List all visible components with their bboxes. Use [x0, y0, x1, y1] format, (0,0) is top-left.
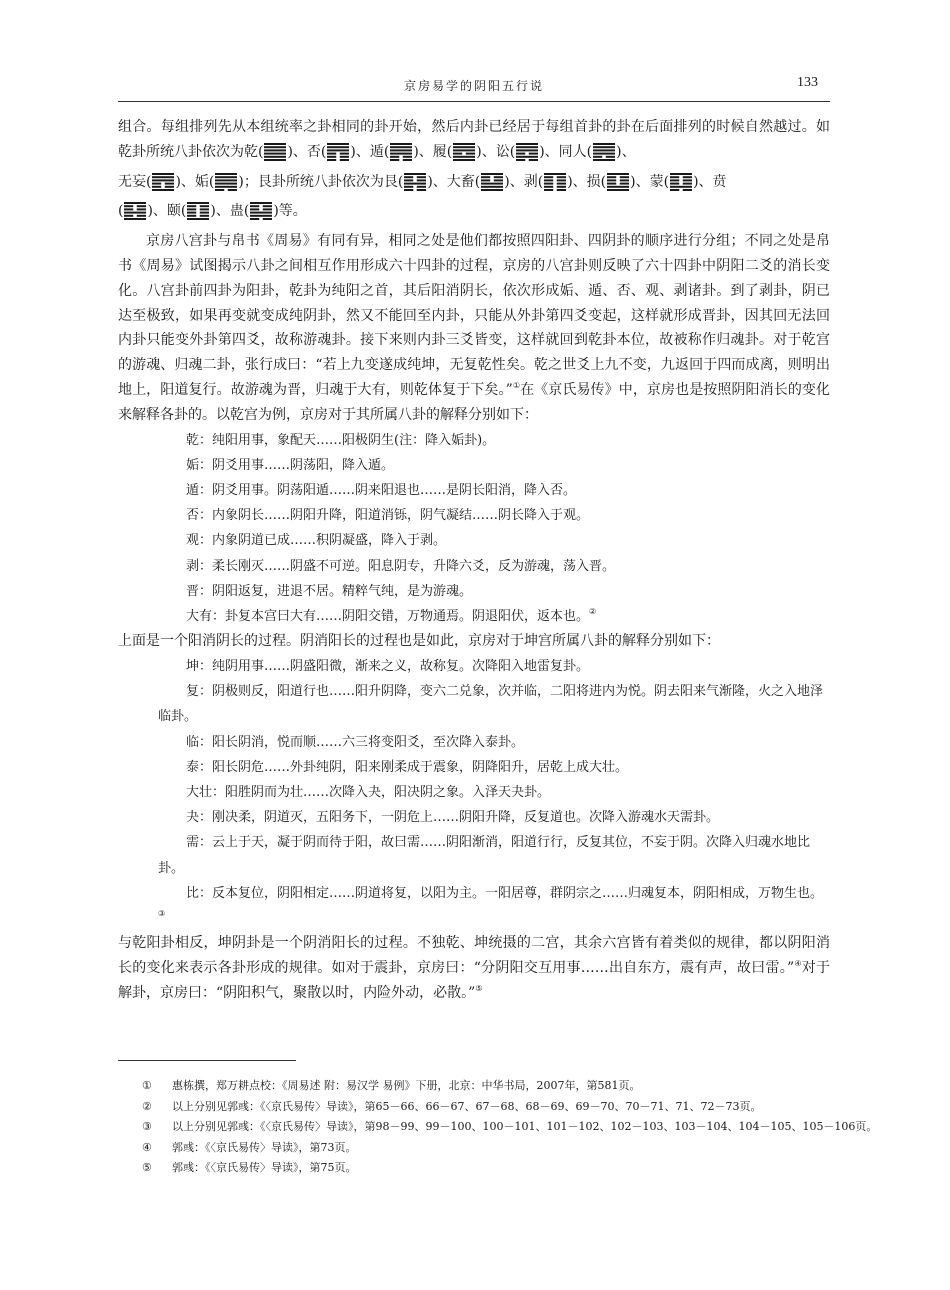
para1-text: )、颐( [147, 203, 187, 220]
yang-line [516, 156, 538, 158]
para1-text: 候自然越过。如乾卦所统八卦依次为乾( [118, 119, 831, 160]
yin-line-segment [529, 152, 538, 154]
para1-text: )、讼( [476, 143, 516, 160]
hexagram-daxu-icon [481, 173, 503, 200]
yin-line-segment [417, 189, 426, 191]
yin-line-segment [620, 179, 629, 181]
yang-line [544, 173, 566, 175]
quote-pi: 否：内象阴长……阴阳升降，阳道消铄，阴气凝结……阴长降入于观。 [186, 508, 590, 524]
yang-line [152, 173, 174, 175]
footnote-3 [142, 1117, 878, 1138]
paragraph-1 [118, 115, 830, 229]
yang-line [327, 143, 349, 145]
yin-line-segment [340, 159, 349, 161]
yang-line [607, 173, 629, 175]
footnote-4 [142, 1138, 842, 1159]
yang-line [390, 149, 412, 151]
yin-line-segment [327, 159, 336, 161]
yin-line-segment [152, 182, 161, 184]
footnote-mark: ⑤ [142, 1161, 152, 1174]
yin-line-segment [683, 182, 692, 184]
para1-text: )、履( [413, 143, 453, 160]
yin-line-segment [494, 179, 503, 181]
yin-line-segment [250, 206, 259, 208]
yang-line [516, 149, 538, 151]
yang-line [607, 185, 629, 187]
yin-line-segment [327, 156, 336, 158]
yang-line [215, 176, 237, 178]
yin-line-segment [606, 156, 615, 158]
running-title: 京房易学的阴阳五行说 [403, 79, 544, 93]
para1-line1: 组合。每组排列先从本组统率之卦相同的卦开始，然后内卦已经居于每组首卦的卦在后面排列的时 [118, 119, 731, 135]
yin-line-segment [557, 189, 566, 191]
quote-qian: 乾：纯阳用事，象配天……阳极阴生(注：降入姤卦)。 [186, 432, 496, 448]
quote-bi [118, 881, 830, 931]
footnotes [142, 1076, 878, 1179]
yang-line [670, 185, 692, 187]
kun-palace-quotes [118, 654, 830, 931]
yin-line-segment [263, 218, 272, 220]
hexagram-bo-icon [544, 173, 566, 200]
hexagram-qian-icon [264, 143, 286, 170]
yin-line-segment [187, 209, 196, 211]
hexagram-song-icon [516, 143, 538, 170]
hexagram-gu-icon [250, 202, 272, 229]
yin-line-segment [187, 212, 196, 214]
yin-line-segment [390, 156, 399, 158]
yin-line-segment [466, 152, 475, 154]
yang-line [593, 159, 615, 161]
yang-line [124, 202, 146, 204]
yin-line-segment [200, 215, 209, 217]
yin-line-segment [404, 176, 413, 178]
yang-line [670, 173, 692, 175]
yang-line [327, 146, 349, 148]
yin-line-segment [670, 182, 679, 184]
yin-line-segment [124, 215, 133, 217]
yang-line [152, 176, 174, 178]
yang-line [264, 159, 286, 161]
hexagram-gou-icon [215, 173, 237, 200]
para4-text-mid: 对于解卦，京房曰：“阴阳积气，聚散以时，内险外动，必散。” [118, 960, 831, 1001]
yin-line-segment [250, 209, 259, 211]
yin-line-segment [250, 218, 259, 220]
hexagram-gen-icon [404, 173, 426, 200]
hexagram-bi-icon [124, 202, 146, 229]
quote-gou: 姤：阴爻用事……阴荡阳，降入遁。 [186, 457, 395, 473]
yin-line-segment [124, 206, 133, 208]
hexagram-pi-icon [327, 143, 349, 170]
yang-line [264, 143, 286, 145]
quote-guai: 夬：刚决柔，阴道灭，五阳务下，一阴危上……阴阳升降，反复道也。次降入游魂水天需卦。 [186, 810, 720, 826]
footnote-ref-4[interactable]: ④ [794, 959, 802, 969]
yin-line-segment [417, 179, 426, 181]
yin-line-segment [263, 209, 272, 211]
quote-bi-text: 比：反本复位，阴阳相定……阴道将复，以阳为主。一阳居尊，群阴宗之……归魂复本，阴阳相成，万物生也。 [186, 885, 824, 901]
yang-line [453, 159, 475, 161]
paragraph-4 [118, 931, 830, 1005]
para1-text: 无妄( [118, 173, 152, 190]
yin-line-segment [137, 209, 146, 211]
yin-line-segment [683, 176, 692, 178]
yin-line-segment [403, 156, 412, 158]
yang-line [453, 146, 475, 148]
yang-line [593, 152, 615, 154]
yang-line [152, 179, 174, 181]
yang-line [453, 149, 475, 151]
hexagram-tongren-icon [593, 143, 615, 170]
yin-line-segment [263, 206, 272, 208]
yin-line-segment [404, 179, 413, 181]
para1-text: )、 [616, 143, 636, 160]
para1-text: )、遁( [350, 143, 390, 160]
footnote-text: 郭彧：《〈京氏易传〉导读》，第75页。 [172, 1161, 357, 1174]
quote-dun: 遁：阴爻用事。阴荡阳遁……阴来阳退也……是阴长阳消，降入否。 [186, 482, 577, 498]
yin-line-segment [187, 206, 196, 208]
paragraph-3: 上面是一个阳消阴长的过程。阴消阳长的过程也是如此，京房对于坤宫所属八卦的解释分别如下： [118, 633, 720, 650]
yin-line-segment [607, 179, 616, 181]
body-text [118, 115, 830, 1006]
yang-line [481, 185, 503, 187]
footnote-separator [118, 1060, 296, 1061]
yin-line-segment [557, 179, 566, 181]
yin-line-segment [390, 159, 399, 161]
quote-kun: 坤：纯阴用事……阴盛阳微，渐来之义，故称复。次降阳入地雷复卦。 [186, 658, 590, 674]
yin-line-segment [481, 179, 490, 181]
yin-line-segment [670, 179, 679, 181]
para1-text: )、剥( [504, 173, 544, 190]
para1-text: )、否( [287, 143, 327, 160]
paragraph-2 [118, 229, 830, 427]
yin-line-segment [165, 182, 174, 184]
footnote-mark: ② [142, 1099, 152, 1113]
page-header [118, 75, 830, 102]
yin-line-segment [620, 182, 629, 184]
yin-line-segment [404, 189, 413, 191]
yin-line-segment [544, 185, 553, 187]
yang-line [404, 173, 426, 175]
para1-text: )、同人( [539, 143, 593, 160]
yin-line-segment [137, 206, 146, 208]
yang-line [250, 212, 272, 214]
yin-line-segment [327, 152, 336, 154]
yang-line [215, 182, 237, 184]
yang-line [453, 143, 475, 145]
para4-text: 与乾阳卦相反，坤阴卦是一个阴消阳长的过程。不独乾、坤统摄的二宫，其余六宫皆有着类似的规律，都以阴阳消长的变化来表示各卦形成的规律。如对于震卦，京房曰：“分阴阳交互用事……出自东方，震有声，故曰雷。” [118, 935, 830, 977]
yang-line [215, 185, 237, 187]
yin-line-segment [620, 176, 629, 178]
quote-xu: 需：云上于天，凝于阴而待于阳，故曰需……阴阳渐消，阳道行行，反复其位，不妄于阴。次降入归魂水地比卦。 [158, 835, 811, 876]
yin-line-segment [200, 212, 209, 214]
yin-line-segment [544, 189, 553, 191]
yin-line-segment [200, 209, 209, 211]
para1-text: )、大畜( [427, 173, 481, 190]
yin-line-segment [124, 209, 133, 211]
yin-line-segment [481, 176, 490, 178]
footnote-mark: ④ [142, 1140, 152, 1154]
yang-line [607, 189, 629, 191]
yin-line-segment [544, 182, 553, 184]
yin-line-segment [557, 176, 566, 178]
yang-line [264, 152, 286, 154]
yang-line [124, 218, 146, 220]
yin-line-segment [607, 176, 616, 178]
yin-line-segment [544, 179, 553, 181]
yang-line [481, 173, 503, 175]
yin-line-segment [670, 176, 679, 178]
yin-line-segment [403, 159, 412, 161]
yin-line-segment [557, 182, 566, 184]
quote-tai: 泰：阳长阴危……外卦纯阴，阳来刚柔成于震象，阴降阳升，居乾上成大壮。 [186, 759, 629, 775]
quote-fu: 复：阴极则反，阳道行也……阳升阴降，变六二兑象，次并临，二阳将进内为悦。阴去阳来气渐隆，火之入地泽临卦。 [158, 684, 824, 725]
yang-line [593, 146, 615, 148]
yin-line-segment [670, 189, 679, 191]
footnote-ref-5[interactable]: ⑤ [475, 983, 483, 993]
yang-line [593, 149, 615, 151]
yin-line-segment [516, 152, 525, 154]
yin-line-segment [228, 189, 237, 191]
yang-line [250, 215, 272, 217]
footnote-text: 惠栋撰，郑万耕点校：《周易述 附：易汉学 易例》下册，北京：中华书局，2007年，第581页。 [172, 1079, 641, 1092]
quote-guan: 观：内象阴道已成……积阴凝盛，降入于剥。 [186, 533, 447, 549]
yang-line [390, 146, 412, 148]
yin-line-segment [137, 215, 146, 217]
yin-line-segment [453, 152, 462, 154]
para1-text: ( [118, 203, 124, 220]
para1-text: )、姤( [175, 173, 215, 190]
yang-line [187, 202, 209, 204]
yang-line [264, 156, 286, 158]
footnote-2 [142, 1097, 842, 1118]
quote-dayou [118, 604, 830, 629]
yang-line [327, 149, 349, 151]
yang-line [404, 182, 426, 184]
yin-line-segment [187, 215, 196, 217]
footnote-mark: ① [142, 1079, 152, 1092]
footnote-ref-1[interactable]: ① [512, 380, 521, 390]
yang-line [390, 143, 412, 145]
yang-line [593, 143, 615, 145]
yin-line-segment [404, 185, 413, 187]
para1-text: )、蒙( [630, 173, 670, 190]
footnote-text: 郭彧：《〈京氏易传〉导读》，第73页。 [172, 1140, 357, 1154]
yang-line [187, 218, 209, 220]
hexagram-dun-icon [390, 143, 412, 170]
yang-line [215, 179, 237, 181]
quote-bo: 剥：柔长刚灭……阴盛不可逆。阳息阴专，升降六爻，反为游魂，荡入晋。 [186, 558, 616, 574]
para1-text: )、损( [567, 173, 607, 190]
yang-line [453, 156, 475, 158]
yin-line-segment [417, 185, 426, 187]
footnote-mark: ③ [142, 1120, 152, 1133]
footnote-text: 以上分别见郭彧：《〈京氏易传〉导读》，第98－99、99－100、100－101、101－102、102－103、103－104、104－105、105－106页。 [172, 1120, 878, 1133]
yin-line-segment [494, 176, 503, 178]
yin-line-segment [683, 179, 692, 181]
quote-dayou-text: 大有：卦复本宫曰大有……阴阳交错，万物通焉。阴退阳伏，返本也。 [186, 608, 590, 624]
yin-line-segment [544, 176, 553, 178]
yin-line-segment [417, 176, 426, 178]
yin-line-segment [340, 152, 349, 154]
hexagram-wuwang-icon [152, 173, 174, 200]
yin-line-segment [165, 185, 174, 187]
hexagram-sun-icon [607, 173, 629, 200]
yang-line [264, 149, 286, 151]
footnote-ref-2[interactable]: ② [589, 606, 597, 616]
footnote-text: 以上分别见郭彧：《〈京氏易传〉导读》，第65－66、66－67、67－68、68－69、69－70、70－71、71、72－73页。 [172, 1099, 762, 1113]
yang-line [152, 189, 174, 191]
footnote-ref-3[interactable]: ③ [158, 909, 166, 919]
yin-line-segment [200, 206, 209, 208]
quote-lin: 临：阳长阴消，悦而顺……六三将变阳爻，至次降入泰卦。 [186, 734, 525, 750]
yin-line-segment [340, 156, 349, 158]
yin-line-segment [683, 189, 692, 191]
para1-text: )、贲 [693, 173, 727, 190]
para1-text: )；艮卦所统八卦依次为艮( [238, 173, 404, 190]
yang-line [215, 173, 237, 175]
yin-line-segment [215, 189, 224, 191]
footnote-5 [142, 1158, 842, 1179]
para2-text-after: 在《京氏易传》中，京房也是按照阴阳消长的变化来解释各卦的。以乾宫为例，京房对于其所属八卦的解释分别如下： [118, 381, 831, 423]
hexagram-meng-icon [670, 173, 692, 200]
quote-jin: 晋：阴阳返复，进退不居。精粹气纯，是为游魂。 [186, 583, 473, 599]
hexagram-lu-icon [453, 143, 475, 170]
qian-palace-quotes [118, 428, 830, 630]
yang-line [250, 202, 272, 204]
para2-text: 京房八宫卦与帛书《周易》有同有异，相同之处是他们都按照四阳卦、四阴卦的顺序进行分组；不同之处是帛书《周易》试图揭示八卦之间相互作用形成六十四卦的过程，京房的八宫卦则反映了六十四卦中阴阳二爻的消长变化。八宫卦前四卦为阳卦，乾卦为纯阳之首，其后阳消阴长，依次形成姤、遁、否、观、剥诸卦。到了剥卦，阴已达至极致，如果再变就变成纯阴卦，然又不能回至内卦，只能从外卦第四爻变起，这样就形成晋卦，因其回无法回内卦只能变外卦第四爻，故称游魂卦。接下来则内卦三爻皆变，这样就回到乾卦本位，故被称作归魂卦。对于乾宫的游魂、归魂二卦，张行成曰：“若上九变遂成纯坤，无复乾性矣。乾之世爻上九不变，九返回于四而成离，则明出地上，阳道复行。故游魂为晋，归魂于大有，则乾体复于下矣。” [118, 233, 830, 398]
quote-dazhuang: 大壮：阳胜阴而为壮……次降入夬，阳决阴之象。入泽天夬卦。 [186, 785, 551, 800]
para1-text: )等。 [273, 203, 307, 220]
page-number: 133 [797, 75, 818, 90]
footnote-1 [142, 1076, 842, 1097]
yang-line [481, 182, 503, 184]
yang-line [516, 146, 538, 148]
yang-line [264, 146, 286, 148]
yin-line-segment [557, 185, 566, 187]
yin-line-segment [593, 156, 602, 158]
yin-line-segment [529, 159, 538, 161]
yang-line [390, 152, 412, 154]
yin-line-segment [607, 182, 616, 184]
yin-line-segment [152, 185, 161, 187]
yin-line-segment [516, 159, 525, 161]
yang-line [124, 212, 146, 214]
yang-line [481, 189, 503, 191]
yang-line [516, 143, 538, 145]
para1-text: )、蛊( [210, 203, 250, 220]
hexagram-yi-icon [187, 202, 209, 229]
